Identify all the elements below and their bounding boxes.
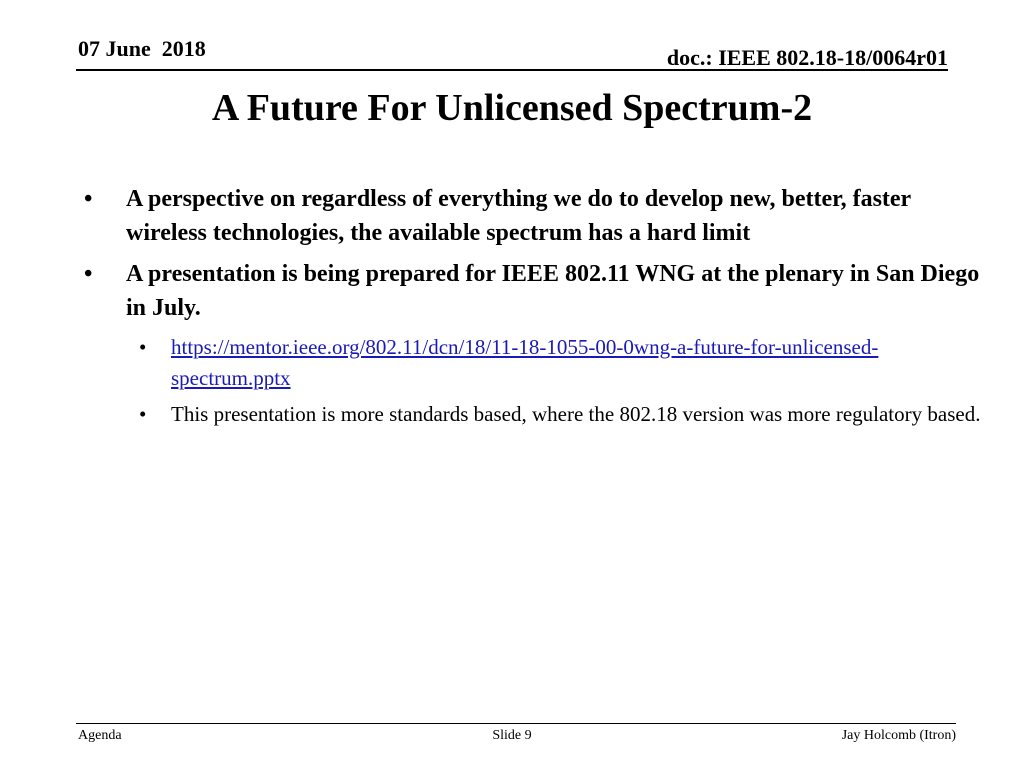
sub-bullet-item-1 <box>139 332 994 394</box>
header-date: 07 June 2018 <box>78 36 206 61</box>
bullet-text: A presentation is being prepared for IEEE 802.11 WNG at the plenary in San Diego in July. <box>126 261 980 321</box>
bullet-text: A perspective on regardless of everything we do to develop new, better, faster wireless technologies, the available spectrum has a hard limit <box>126 186 911 246</box>
bullet-item-1 <box>84 182 994 250</box>
bullet-item-2 <box>84 257 994 325</box>
sub-bullet-icon: • <box>139 402 147 426</box>
header-doc-id: doc.: IEEE 802.18-18/0064r01 <box>666 45 948 70</box>
footer-divider <box>76 723 956 724</box>
footer-left: Agenda <box>78 728 122 743</box>
slide-title: A Future For Unlicensed Spectrum-2 <box>211 87 813 129</box>
sub-bullet-item-2 <box>139 399 994 430</box>
bullet-icon: • <box>84 186 93 212</box>
footer-slide-number: Slide 9 <box>492 728 532 743</box>
presentation-link[interactable]: https://mentor.ieee.org/802.11/dcn/18/11-18-1055-00-0wng-a-future-for-unlicensed-spectrum.pptx <box>171 335 879 390</box>
footer-author: Jay Holcomb (Itron) <box>841 728 956 743</box>
sub-bullet-icon: • <box>139 335 147 359</box>
header-divider <box>76 69 948 71</box>
sub-bullet-text: This presentation is more standards based, where the 802.18 version was more regulatory based. <box>171 402 981 426</box>
bullet-icon: • <box>84 261 93 287</box>
slide-content <box>84 182 994 435</box>
